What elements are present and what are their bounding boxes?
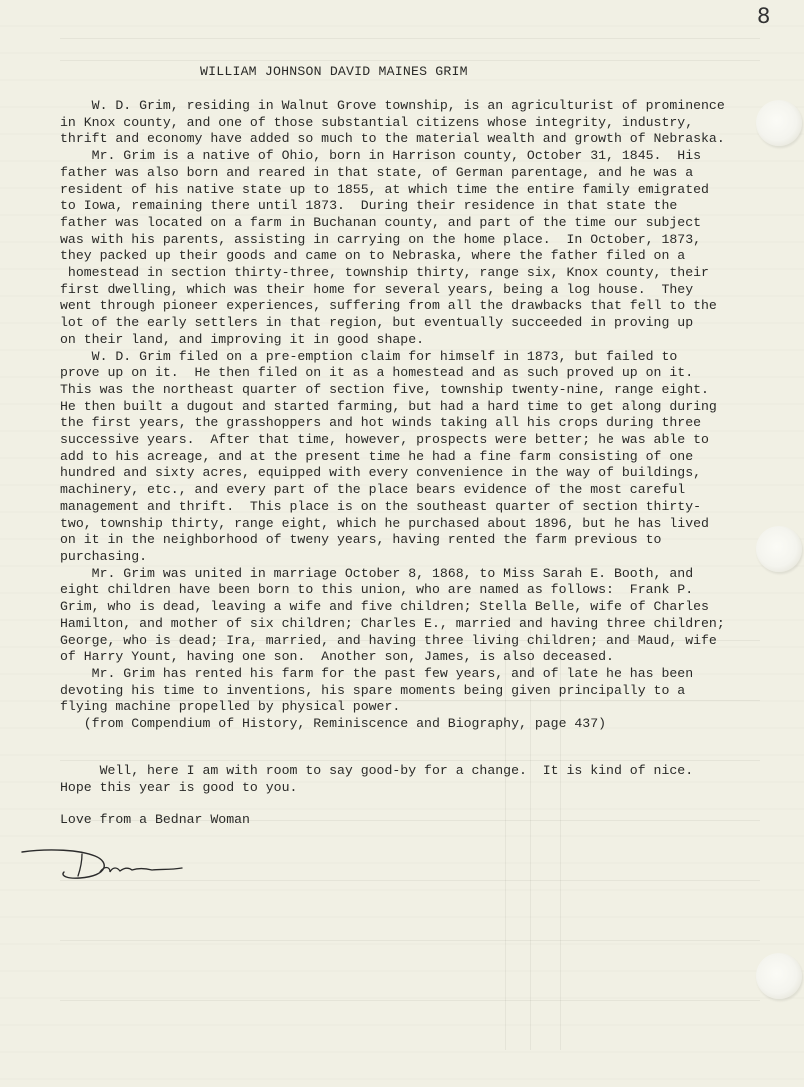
body-line: in Knox county, and one of those substantial citizens whose integrity, industry,: [60, 114, 694, 130]
closing-line: Hope this year is good to you.: [60, 779, 298, 795]
body-line: successive years. After that time, however, prospects were better; he was able to: [60, 432, 709, 448]
handwritten-signature: [20, 842, 200, 882]
body-line: W. D. Grim filed on a pre-emption claim for himself in 1873, but failed to: [60, 348, 678, 364]
binder-hole-middle: [756, 526, 802, 572]
body-line: father was also born and reared in that state, of German parentage, and he was a: [60, 164, 694, 180]
body-line: machinery, etc., and every part of the place bears evidence of the most careful: [60, 482, 686, 498]
body-line: Mr. Grim is a native of Ohio, born in Harrison county, October 31, 1845. His: [60, 148, 702, 164]
body-line: first dwelling, which was their home for several years, being a log house. They: [60, 281, 694, 297]
body-line: homestead in section thirty-three, township thirty, range six, Knox county, their: [60, 265, 709, 281]
body-line: father was located on a farm in Buchanan county, and part of the time our subject: [60, 214, 702, 230]
body-line: the first years, the grasshoppers and hot winds taking all his crops during three: [60, 415, 702, 431]
binder-hole-top: [756, 100, 802, 146]
body-line: flying machine propelled by physical power.: [60, 699, 401, 715]
body-line: This was the northeast quarter of section five, township twenty-nine, range eight.: [60, 381, 709, 397]
body-line: add to his acreage, and at the present time he had a fine farm consisting of one: [60, 448, 694, 464]
body-line: lot of the early settlers in that region, but eventually succeeded in proving up: [60, 315, 694, 331]
body-line: prove up on it. He then filed on it as a homestead and as such proved up on it.: [60, 365, 694, 381]
body-line: purchasing.: [60, 548, 148, 564]
body-line: resident of his native state up to 1855, at which time the entire family emigrated: [60, 181, 709, 197]
biography-text: [60, 98, 780, 733]
body-line: Mr. Grim has rented his farm for the past few years, and of late he has been: [60, 665, 694, 681]
body-line: on their land, and improving it in good shape.: [60, 331, 425, 347]
body-line: hundred and sixty acres, equipped with every convenience in the way of buildings,: [60, 465, 702, 481]
body-line: eight children have been born to this union, who are named as follows: Frank P.: [60, 582, 694, 598]
body-line: George, who is dead; Ira, married, and having three living children; and Maud, wife: [60, 632, 717, 648]
page-title: WILLIAM JOHNSON DAVID MAINES GRIM: [200, 64, 468, 79]
body-line: Hamilton, and mother of six children; Charles E., married and having three children;: [60, 615, 725, 631]
body-line: (from Compendium of History, Reminiscence and Biography, page 437): [60, 716, 607, 732]
closing-line: Well, here I am with room to say good-by for a change. It is kind of nice.: [60, 763, 694, 778]
signoff-line: Love from a Bednar Woman: [60, 812, 250, 827]
body-line: Mr. Grim was united in marriage October 8, 1868, to Miss Sarah E. Booth, and: [60, 565, 694, 581]
body-line: devoting his time to inventions, his spare moments being given principally to a: [60, 682, 686, 698]
body-line: was with his parents, assisting in carrying on the home place. In October, 1873,: [60, 231, 702, 247]
page-number: 8: [757, 4, 771, 28]
body-line: He then built a dugout and started farming, but had a hard time to get along during: [60, 398, 717, 414]
body-line: W. D. Grim, residing in Walnut Grove township, is an agriculturist of prominence: [60, 98, 725, 113]
body-line: on it in the neighborhood of tweny years, having rented the farm previous to: [60, 532, 662, 548]
body-line: Grim, who is dead, leaving a wife and five children; Stella Belle, wife of Charles: [60, 599, 709, 615]
body-line: management and thrift. This place is on the southeast quarter of section thirty-: [60, 498, 702, 514]
body-line: went through pioneer experiences, suffering from all the drawbacks that fell to the: [60, 298, 717, 314]
closing-note: [60, 763, 693, 796]
binder-hole-bottom: [756, 953, 802, 999]
body-line: thrift and economy have added so much to the material wealth and growth of Nebraska.: [60, 131, 725, 147]
body-line: to Iowa, remaining there until 1873. During their residence in that state the: [60, 198, 678, 214]
body-line: two, township thirty, range eight, which he purchased about 1896, but he has lived: [60, 515, 709, 531]
body-line: of Harry Yount, having one son. Another son, James, is also deceased.: [60, 649, 614, 665]
body-line: they packed up their goods and came on to Nebraska, where the father filed on a: [60, 248, 686, 264]
